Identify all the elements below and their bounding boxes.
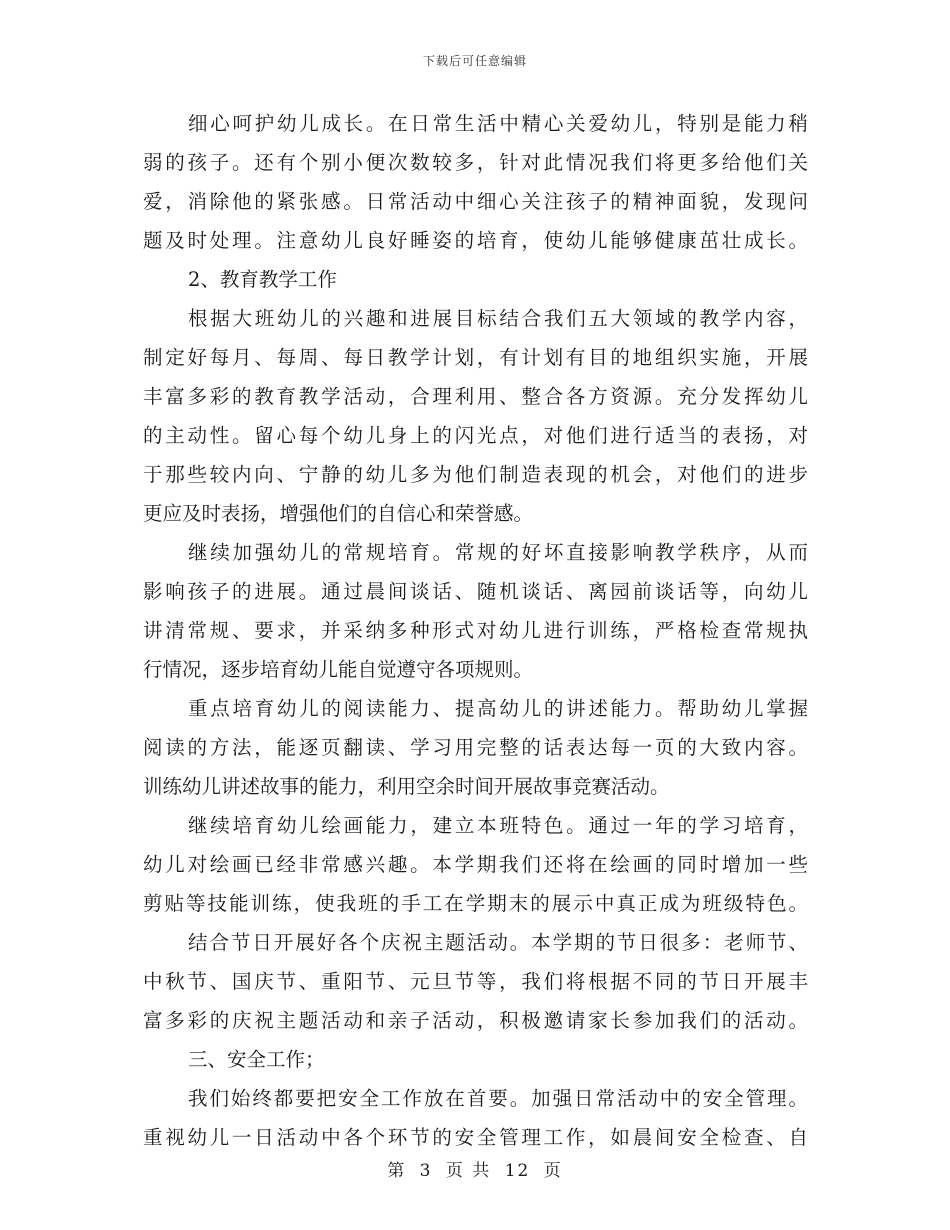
text-line: 阅读的方法，能逐页翻读、学习用完整的话表达每一页的大致内容。	[143, 736, 808, 759]
text-line: 重点培育幼儿的阅读能力、提高幼儿的讲述能力。帮助幼儿掌握	[188, 697, 808, 720]
text-line: 制定好每月、每周、每日教学计划，有计划有目的地组织实施，开展	[143, 346, 808, 369]
text-line: 行情况，逐步培育幼儿能自觉遵守各项规则。	[143, 658, 534, 681]
page-number-prefix: 第	[387, 1161, 407, 1181]
text-line: 根据大班幼儿的兴趣和进展目标结合我们五大领域的教学内容，	[188, 307, 808, 330]
text-line: 继续培育幼儿绘画能力，建立本班特色。通过一年的学习培育，	[188, 814, 808, 837]
text-line: 重视幼儿一日活动中各个环节的安全管理工作，如晨间安全检查、自	[143, 1126, 808, 1149]
text-line: 讲清常规、要求，并采纳多种形式对幼儿进行训练，严格检查常规执	[143, 619, 808, 642]
text-line: 中秋节、国庆节、重阳节、元旦节等，我们将根据不同的节日开展丰	[143, 970, 808, 993]
text-line: 弱的孩子。还有个别小便次数较多，针对此情况我们将更多给他们关	[143, 151, 808, 174]
page-number: 3	[419, 1161, 433, 1181]
text-line: 细心呵护幼儿成长。在日常生活中精心关爱幼儿，特别是能力稍	[188, 112, 808, 135]
text-line: 训练幼儿讲述故事的能力，利用空余时间开展故事竞赛活动。	[143, 775, 670, 798]
page-number-suffix: 页	[543, 1161, 563, 1181]
text-line: 影响孩子的进展。通过晨间谈话、随机谈话、离园前谈话等，向幼儿	[143, 580, 808, 603]
page-header: 下载后可任意编辑	[422, 54, 527, 68]
text-line: 剪贴等技能训练，使我班的手工在学期末的展示中真正成为班级特色。	[143, 892, 808, 915]
document-body	[143, 104, 808, 1157]
text-line: 更应及时表扬，增强他们的自信心和荣誉感。	[143, 502, 534, 525]
text-line: 题及时处理。注意幼儿良好睡姿的培育，使幼儿能够健康茁壮成长。	[143, 229, 808, 252]
page-total: 12	[504, 1161, 531, 1181]
page-footer	[0, 1156, 950, 1181]
text-line: 结合节日开展好各个庆祝主题活动。本学期的节日很多：老师节、	[188, 931, 808, 954]
text-line: 三、安全工作；	[188, 1048, 325, 1071]
page-number-mid: 页 共	[445, 1161, 492, 1181]
text-line: 2、教育教学工作	[188, 268, 337, 291]
text-line: 我们始终都要把安全工作放在首要。加强日常活动中的安全管理。	[188, 1087, 808, 1110]
text-line: 丰富多彩的教育教学活动，合理利用、整合各方资源。充分发挥幼儿	[143, 385, 808, 408]
text-line: 继续加强幼儿的常规培育。常规的好坏直接影响教学秩序，从而	[188, 541, 808, 564]
text-line: 爱，消除他的紧张感。日常活动中细心关注孩子的精神面貌，发现问	[143, 190, 808, 213]
text-line: 的主动性。留心每个幼儿身上的闪光点，对他们进行适当的表扬，对	[143, 424, 808, 447]
text-line: 于那些较内向、宁静的幼儿多为他们制造表现的机会，对他们的进步	[143, 463, 808, 486]
text-line: 幼儿对绘画已经非常感兴趣。本学期我们还将在绘画的同时增加一些	[143, 853, 808, 876]
text-line: 富多彩的庆祝主题活动和亲子活动，积极邀请家长参加我们的活动。	[143, 1009, 808, 1032]
